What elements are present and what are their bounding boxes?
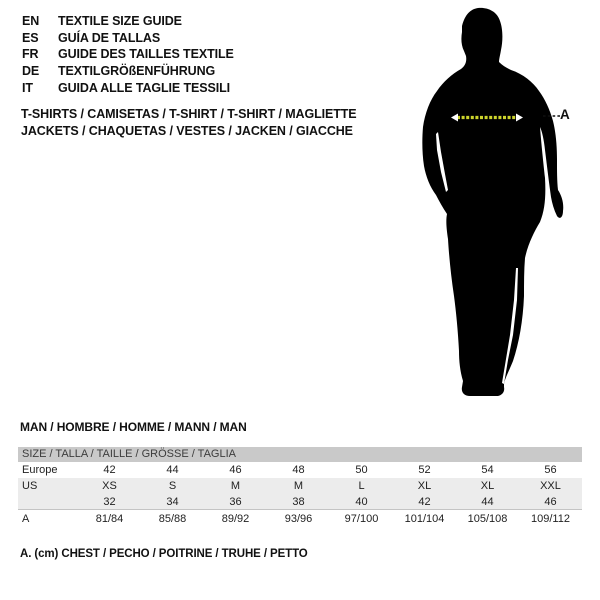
hand-thumb-notch — [548, 198, 552, 208]
table-row-numeric — [18, 494, 582, 510]
table-cell: 32 — [103, 495, 116, 508]
man-silhouette-icon — [410, 0, 585, 410]
table-cell: 46 — [544, 495, 557, 508]
table-cell: XXL — [540, 480, 561, 492]
table-cell: 38 — [292, 495, 305, 508]
table-cell: XL — [417, 480, 432, 492]
size-table-header: SIZE / TALLA / TAILLE / GRÖSSE / TAGLIA — [18, 447, 582, 462]
size-table — [18, 447, 582, 528]
list-item — [22, 30, 234, 47]
list-item — [22, 46, 234, 63]
language-text: GUIDE DES TAILLES TEXTILE — [58, 47, 234, 62]
language-code: EN — [22, 14, 40, 29]
table-cell: M — [293, 480, 304, 492]
measure-label-a: A — [560, 107, 570, 122]
table-cell: 105/108 — [467, 513, 508, 525]
table-cell: 44 — [481, 495, 494, 508]
list-item — [22, 13, 234, 30]
table-cell: 109/112 — [531, 513, 570, 525]
list-item — [22, 79, 234, 96]
language-code: DE — [22, 64, 40, 79]
row-label: A — [22, 513, 30, 525]
table-cell: 54 — [481, 464, 494, 476]
table-cell: M — [230, 480, 241, 492]
category-jackets: JACKETS / CHAQUETAS / VESTES / JACKEN / GIACCHE — [21, 123, 353, 138]
man-silhouette-figure — [410, 0, 585, 410]
list-item — [22, 63, 234, 80]
table-cell: 44 — [166, 464, 179, 476]
language-text: TEXTILE SIZE GUIDE — [58, 14, 182, 29]
table-cell: 42 — [418, 495, 431, 508]
language-code: FR — [22, 47, 39, 62]
language-list — [22, 13, 234, 96]
table-cell: L — [358, 480, 365, 492]
table-cell: 85/88 — [158, 513, 187, 525]
table-cell: S — [168, 480, 177, 492]
table-row-chest — [18, 510, 582, 528]
language-text: GUÍA DE TALLAS — [58, 30, 161, 45]
row-label: US — [22, 480, 38, 492]
table-cell: 50 — [355, 464, 368, 476]
table-cell: XS — [102, 480, 117, 492]
footnote: A. (cm) CHEST / PECHO / POITRINE / TRUHE / PETTO — [20, 548, 308, 560]
language-code: ES — [22, 30, 39, 45]
table-cell: 101/104 — [404, 513, 445, 525]
table-cell: 48 — [292, 464, 305, 476]
table-cell: 34 — [166, 495, 179, 508]
table-cell: 40 — [355, 495, 368, 508]
table-cell: 36 — [229, 495, 242, 508]
section-title: MAN / HOMBRE / HOMME / MANN / MAN — [20, 420, 247, 434]
table-cell: 56 — [544, 464, 557, 476]
category-tshirts: T-SHIRTS / CAMISETAS / T-SHIRT / T-SHIRT / MAGLIETTE — [21, 107, 357, 121]
row-label: Europe — [22, 464, 58, 476]
table-cell: 42 — [103, 464, 116, 476]
table-cell: 93/96 — [284, 513, 313, 525]
table-cell: 81/84 — [95, 513, 124, 525]
table-cell: XL — [480, 480, 495, 492]
category-lines — [21, 106, 357, 139]
table-row-us — [18, 478, 582, 494]
language-text: TEXTILGRÖßENFÜHRUNG — [58, 64, 216, 79]
table-cell: 89/92 — [221, 513, 250, 525]
man-silhouette-path — [422, 8, 563, 396]
table-cell: 46 — [229, 464, 242, 476]
language-code: IT — [22, 80, 33, 95]
table-cell: 97/100 — [344, 513, 379, 525]
table-cell: 52 — [418, 464, 431, 476]
table-row-europe — [18, 462, 582, 478]
language-text: GUIDA ALLE TAGLIE TESSILI — [58, 80, 231, 95]
